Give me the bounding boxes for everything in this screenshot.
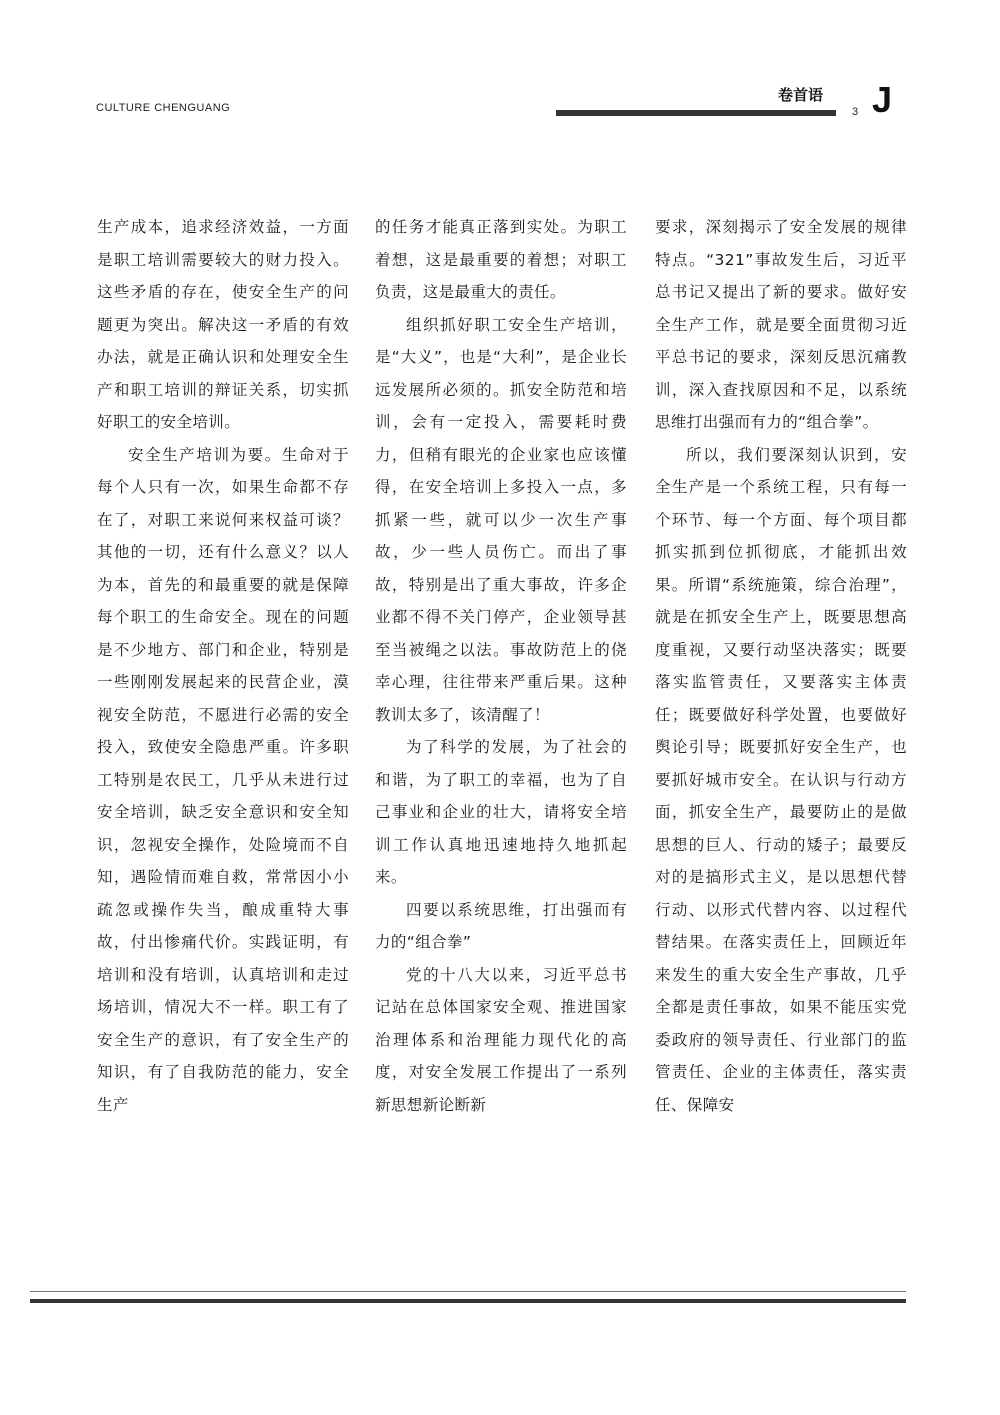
paragraph: 组织抓好职工安全生产培训，是“大义”，也是“大利”，是企业长远发展所必须的。抓安全防范和培训，会有一定投入，需要耗时费力，但稍有眼光的企业家也应该懂得，在安全培训上多投入一点，多抓紧一些，就可以少一次生产事故，少一些人员伤亡。而出了事故，特别是出了重大事故，许多企业都不得不关门停产，企业领导甚至当被绳之以法。事故防范上的侥幸心理，往往带来严重后果。这种教训太多了，该清醒了！ (375, 315, 627, 724)
text-column-2 (375, 211, 627, 1121)
running-header-left: CULTURE CHENGUANG (96, 102, 231, 114)
paragraph: 为了科学的发展，为了社会的和谐，为了职工的幸福，也为了自己事业和企业的壮大，请将安全培训工作认真地迅速地持久地抓起来。 (375, 738, 627, 886)
text-column-3 (655, 211, 907, 1121)
section-title: 卷首语 (778, 86, 824, 104)
paragraph: 所以，我们要深刻认识到，安全生产是一个系统工程，只有每一个环节、每一个方面、每个项目都抓实抓到位抓彻底，才能抓出效果。所谓“系统施策，综合治理”，就是在抓安全生产上，既要思想高度重视，又要行动坚决落实；既要落实监管责任，又要落实主体责任；既要做好科学处置，也要做好舆论引导；既要抓好安全生产，也要抓好城市安全。在认识与行动方面，抓安全生产，最要防止的是做思想的巨人、行动的矮子；最要反对的是搞形式主义，是以思想代替行动、以形式代替内容、以过程代替结果。在落实责任上，回顾近年来发生的重大安全生产事故，几乎全都是责任事故，如果不能压实党委政府的领导责任、行业部门的监管责任、企业的主体责任，落实责任、保障安 (655, 445, 907, 1114)
text-column-1 (97, 211, 349, 1121)
footer-thick-rule (30, 1299, 906, 1303)
section-letter: J (872, 79, 893, 120)
header-divider-bar (556, 110, 836, 116)
section-heading: 四要以系统思维，打出强而有力的“组合拳” (375, 900, 627, 951)
paragraph: 生产成本，追求经济效益，一方面是职工培训需要较大的财力投入。这些矛盾的存在，使安全生产的问题更为突出。解决这一矛盾的有效办法，就是正确认识和处理安全生产和职工培训的辩证关系，切实抓好职工的安全培训。 (97, 218, 349, 431)
paragraph: 要求，深刻揭示了安全发展的规律特点。“321”事故发生后，习近平总书记又提出了新的要求。做好安全生产工作，就是要全面贯彻习近平总书记的要求，深刻反思沉痛教训，深入查找原因和不足，以系统思维打出强而有力的“组合拳”。 (655, 218, 907, 431)
paragraph: 安全生产培训为要。生命对于每个人只有一次，如果生命都不存在了，对职工来说何来权益可谈？其他的一切，还有什么意义？以人为本，首先的和最重要的就是保障每个职工的生命安全。现在的问题是不少地方、部门和企业，特别是一些刚刚发展起来的民营企业，漠视安全防范，不愿进行必需的安全投入，致使安全隐患严重。许多职工特别是农民工，几乎从未进行过安全培训，缺乏安全意识和安全知识，忽视安全操作，处险境而不自知，遇险情而难自救，常常因小小疏忽或操作失当，酿成重特大事故，付出惨痛代价。实践证明，有培训和没有培训，认真培训和走过场培训，情况大不一样。职工有了安全生产的意识，有了安全生产的知识，有了自我防范的能力，安全生产 (97, 445, 349, 1114)
page-number: 3 (852, 106, 859, 118)
paragraph: 的任务才能真正落到实处。为职工着想，这是最重要的着想；对职工负责，这是最重大的责任。 (375, 218, 627, 301)
footer-thin-rule (30, 1291, 906, 1292)
paragraph: 党的十八大以来，习近平总书记站在总体国家安全观、推进国家治理体系和治理能力现代化的高度，对安全发展工作提出了一系列新思想新论断新 (375, 965, 627, 1114)
